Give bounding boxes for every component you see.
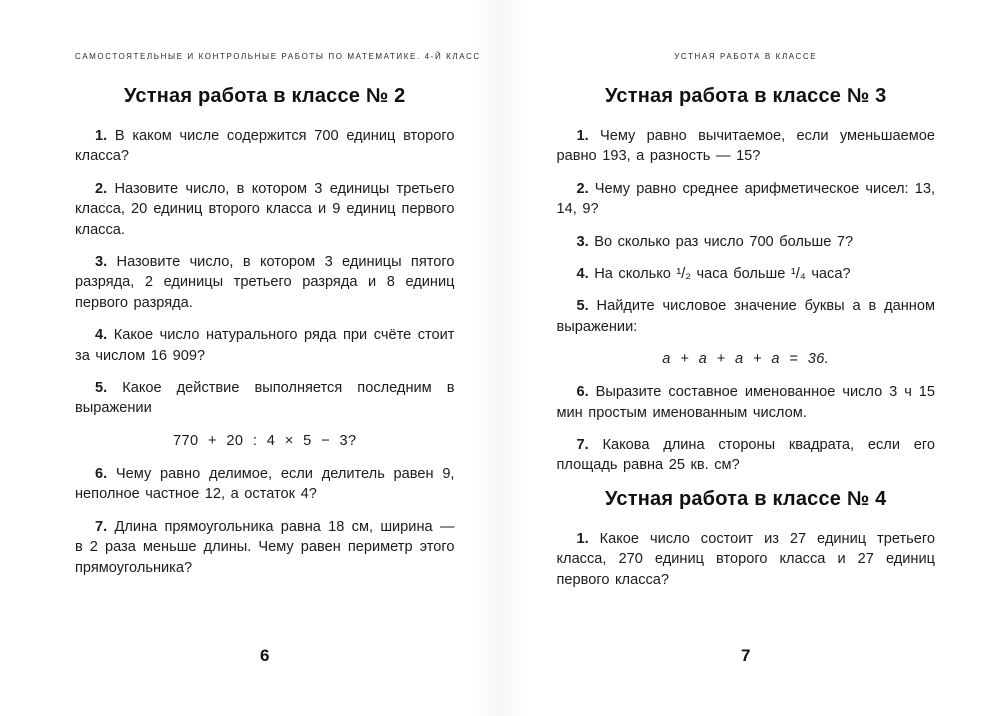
problem-item: 5. Найдите числовое значение буквы а в данном выражении: — [556, 298, 935, 335]
problem-number: 2. — [576, 180, 589, 197]
problem-item: 7. Длина прямоугольника равна 18 см, ширина — в 2 раза меньше длины. Чему равен периметр этого прямоугольника? — [75, 518, 455, 576]
problem-item: 3. Во сколько раз число 700 больше 7? — [576, 233, 854, 250]
section-title: Устная работа в классе № 2 — [124, 85, 406, 107]
problem-number: 3. — [95, 254, 108, 271]
page-number-left: 6 — [260, 646, 270, 665]
formula: а + а + а + а = 36. — [662, 351, 830, 368]
problem-number: 1. — [95, 128, 108, 144]
right-page — [501, 0, 1001, 716]
problem-number: 4. — [95, 327, 108, 344]
problem-item: 6. Чему равно делимое, если делитель равен 9, неполное частное 12, а остаток 4? — [75, 465, 455, 503]
problem-item: 5. Какое действие выполняется последним в выражении — [75, 380, 455, 417]
running-head-left: САМОСТОЯТЕЛЬНЫЕ И КОНТРОЛЬНЫЕ РАБОТЫ ПО МАТЕМАТИКЕ. 4-Й КЛАСС — [75, 52, 481, 61]
problem-number: 6. — [95, 465, 108, 482]
problem-item: 3. Назовите число, в котором 3 единицы пятого разряда, 2 единицы третьего разряда и 8 единиц первого разряда. — [75, 254, 455, 311]
running-head-right: УСТНАЯ РАБОТА В КЛАССЕ — [674, 52, 818, 61]
problem-number: 4. — [576, 266, 589, 283]
problem-number: 3. — [576, 233, 589, 250]
right-page-content — [557, 85, 936, 590]
left-page-content — [75, 85, 455, 578]
problem-item: 4. Какое число натурального ряда при счёте стоит за числом 16 909? — [75, 327, 455, 364]
problem-number: 1. — [576, 530, 589, 547]
problem-item: 6. Выразите составное именованное число 3 ч 15 мин простым именованным числом. — [556, 384, 935, 421]
problem-item: 1. Какое число состоит из 27 единиц третьего класса, 270 единиц второго класса и 27 единиц первого класса? — [556, 530, 935, 588]
problem-number: 7. — [576, 437, 589, 454]
problem-number: 1. — [576, 128, 589, 144]
problem-item: 2. Назовите число, в котором 3 единицы третьего класса, 20 единиц второго класса и 9 единиц первого класса. — [75, 180, 455, 238]
problem-item: 1. Чему равно вычитаемое, если уменьшаемое равно 193, а разность — 15? — [556, 128, 935, 165]
problem-number: 5. — [95, 380, 108, 397]
problem-number: 7. — [95, 518, 108, 535]
problem-item: 4. На сколько ¹/₂ часа больше ¹/₄ часа? — [576, 266, 851, 283]
problem-item: 7. Какова длина стороны квадрата, если его площадь равна 25 кв. см? — [556, 437, 935, 474]
section-title: Устная работа в классе № 4 — [605, 487, 887, 510]
problem-item: 1. В каком числе содержится 700 единиц второго класса? — [75, 128, 455, 165]
section-title: Устная работа в классе № 3 — [605, 85, 887, 107]
problem-number: 6. — [576, 384, 589, 401]
page-number-right: 7 — [741, 646, 751, 665]
problem-number: 2. — [95, 180, 108, 197]
problem-item: 2. Чему равно среднее арифметическое чисел: 13, 14, 9? — [556, 180, 935, 218]
formula: 770 + 20 : 4 × 5 − 3? — [172, 432, 357, 449]
problem-number: 5. — [576, 298, 589, 315]
